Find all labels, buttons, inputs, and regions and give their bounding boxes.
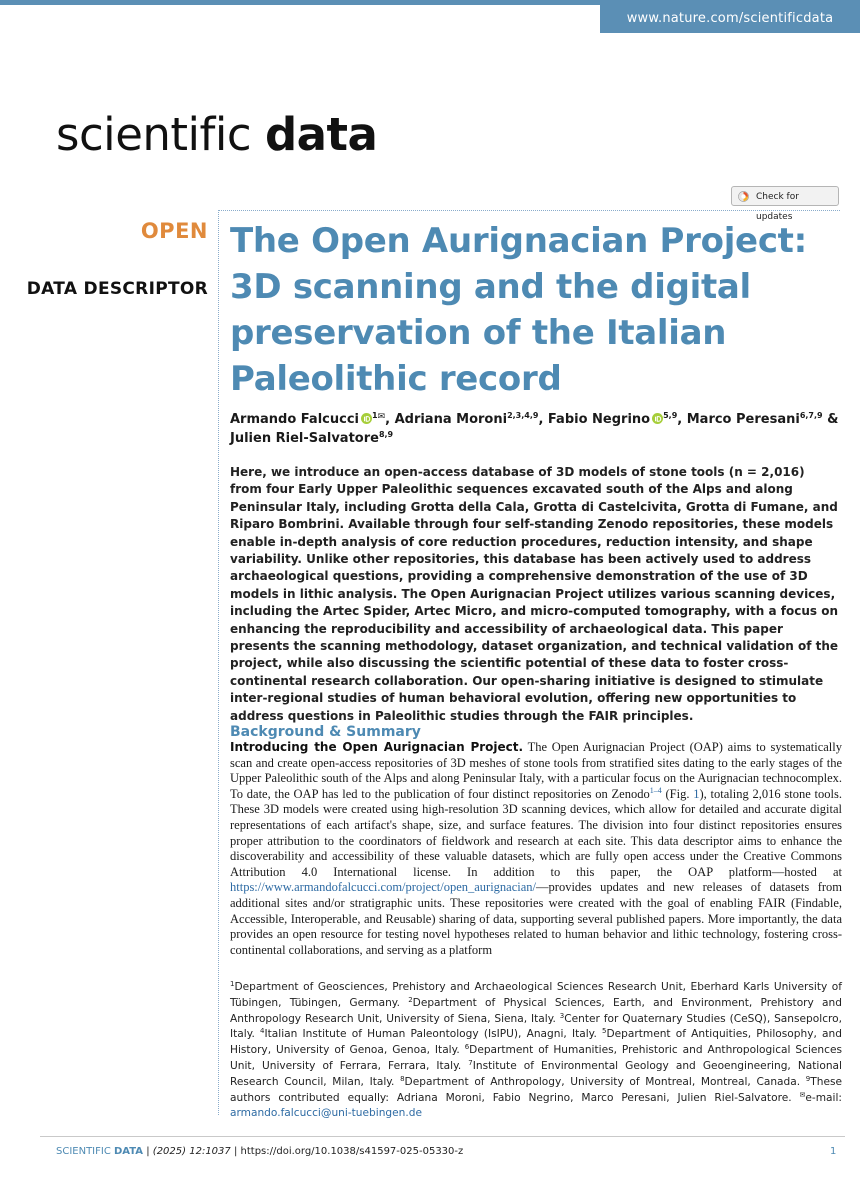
body-text: (Fig. (661, 786, 694, 801)
author-separator: & (822, 412, 839, 427)
orcid-icon[interactable] (652, 413, 663, 424)
project-url-link[interactable]: https://www.armandofalcucci.com/project/open_aurignacian/ (230, 880, 537, 895)
header-divider (218, 210, 840, 211)
email-link[interactable]: armando.falcucci@uni-tuebingen.de (230, 1107, 422, 1120)
affiliation-number: 7 (468, 1058, 473, 1067)
author-name[interactable]: Adriana Moroni (394, 412, 508, 427)
body-text: —provides updates and new releases of datasets from additional sites and/or stratigraphic units. These repositories were created with the goal of enabling FAIR (Findable, Accessible, Interoperable, and Reusable) sharing of data, supporting several published papers. More importantly, the data provides an open resource for testing novel hypotheses related to human behavior and lithic technology, fostering cross-continental collaborations, and serving as a platform (230, 880, 842, 957)
journal-logo-bold: data (264, 108, 378, 161)
page-number: 1 (830, 1146, 837, 1157)
affiliation-number: 1 (230, 980, 235, 988)
affiliation-number: 5 (602, 1027, 607, 1036)
affiliation-number: 8 (400, 1074, 405, 1083)
affiliation-number: 3 (559, 1011, 565, 1020)
envelope-icon: ✉ (799, 1090, 806, 1099)
author-affiliation-marker: 5,9 (663, 411, 678, 420)
margin-rule (218, 210, 219, 1115)
author-list (230, 408, 850, 448)
affiliation-number: 6 (464, 1043, 470, 1052)
article-title: The Open Aurignacian Project: 3D scanning and the digital preservation of the Italian Paleolithic record (230, 221, 807, 399)
author-affiliation-marker: 6,7,9 (799, 411, 823, 420)
affiliation-text: Department of Geosciences, Prehistory and Archaeological Sciences Research Unit, Eberhard Karls University of Tübingen, Tübingen, Germany. (230, 981, 842, 1009)
email-label: e-mail: (805, 1091, 842, 1104)
check-updates-icon (738, 191, 749, 202)
author-affiliation-marker: 2,3,4,9 (507, 411, 539, 420)
author-name[interactable]: Fabio Negrino (547, 412, 651, 427)
affiliation-text: Department of Humanities, Prehistoric and Anthropological Sciences Unit, University of Ferrara, Ferrara, Italy. (230, 1044, 842, 1072)
footer-journal-bold: DATA (114, 1146, 144, 1157)
journal-logo (56, 108, 377, 162)
author-affiliation-marker: 8,9 (378, 430, 394, 439)
abstract: Here, we introduce an open-access database of 3D models of stone tools (n = 2,016) from four Early Upper Paleolithic sequences excavated south of the Alps and along Peninsular Italy, including Grotta della Cala, Grotta di Castelcivita, Grotta di Fumane, and Riparo Bombrini. Available through four self-standing Zenodo repositories, these models enable in-depth analysis of core reduction procedures, reduction intensity, and shape variability. Unlike other repositories, this database has been actively used to address archaeological questions, providing a comprehensive demonstration of the use of 3D models in lithic analysis. The Open Aurignacian Project utilizes various scanning devices, including the Artec Spider, Artec Micro, and micro-computed tomography, with a focus on enhancing the reproducibility and accessibility of archaeological data. This paper presents the scanning methodology, dataset organization, and technical validation of the project, while also discussing the scientific potential of these data to foster cross-continental research collaboration. Our open-sharing initiative is designed to stimulate inter-regional studies of human behavioral evolution, offering new opportunities to address questions in Paleolithic studies through the FAIR principles. (230, 465, 839, 723)
orcid-icon[interactable] (361, 413, 372, 424)
author-name[interactable]: Armando Falcucci (230, 412, 359, 427)
author-affiliation-marker: 1 (371, 411, 378, 420)
affiliation-text: Department of Antiquities, Philosophy, and History, University of Genoa, Genoa, Italy. (230, 1028, 842, 1057)
reference-citation[interactable]: 1–4 (649, 785, 662, 795)
article-type-label: DATA DESCRIPTOR (26, 279, 208, 299)
envelope-icon[interactable]: ✉ (377, 412, 386, 422)
affiliation-text: Italian Institute of Human Paleontology (IsIPU), Anagni, Italy. (264, 1028, 602, 1041)
body-text: The Open Aurignacian Project (OAP) aims to systematically scan and create open-access repositories of 3D meshes of stone tools from stratified sites dating to the early stages of the Upper Paleolithic south of the Alps and along Peninsular Italy, with a particular focus on the Aurignacian technocomplex. To date, the OAP has led to the publication of four distinct repositories on Zenodo (230, 740, 843, 801)
affiliation-text: Center for Quaternary Studies (CeSQ), Sansepolcro, Italy. (230, 1012, 842, 1041)
author-name[interactable]: Julien Riel-Salvatore (230, 431, 379, 446)
check-for-updates-button[interactable] (731, 186, 839, 222)
affiliation-number: 2 (408, 995, 413, 1004)
footer-volume: (2025) 12:1037 (152, 1146, 231, 1157)
figure-reference-link[interactable]: 1 (693, 786, 700, 801)
affiliation-text: These authors contributed equally: Adriana Moroni, Fabio Negrino, Marco Peresani, Julien Riel-Salvatore. (230, 1075, 843, 1104)
section-heading: Background & Summary (230, 724, 421, 740)
affiliation-number: 9 (805, 1074, 811, 1083)
author-separator: , (538, 412, 548, 427)
affiliation-text: Department of Physical Sciences, Earth, and Environment, Prehistory and Anthropology Research Unit, University of Siena, Siena, Italy. (230, 996, 842, 1025)
author-separator: , (385, 412, 395, 427)
footer-doi[interactable]: | https://doi.org/10.1038/s41597-025-05330-z (230, 1146, 464, 1157)
footer-separator: | (143, 1146, 153, 1157)
body-paragraph (230, 740, 842, 958)
affiliation-text: Institute of Environmental Geology and Geoengineering, National Research Council, Milan, Italy. (230, 1059, 842, 1088)
journal-url[interactable]: www.nature.com/scientificdata (600, 5, 860, 33)
footer-rule (40, 1136, 845, 1137)
paragraph-runin-heading: Introducing the Open Aurignacian Project. (230, 740, 524, 754)
check-updates-label: Check for updates (756, 192, 799, 222)
author-separator: , (677, 412, 687, 427)
open-access-label: OPEN (140, 219, 208, 243)
affiliation-number: 4 (260, 1027, 265, 1036)
affiliation-text: Department of Anthropology, University of Montreal, Montreal, Canada. (404, 1075, 806, 1088)
body-text: ), totaling 2,016 stone tools. These 3D models were created using high-resolution 3D scanning devices, which allow for detailed and accurate digital representations of each artifact's shape, size, and surface features. The division into four distinct repositories ensures proper attribution to the coordinators of fieldwork and research at each site. This data descriptor aims to enhance the discoverability and accessibility of these valuable datasets, which are fully open access under the Creative Commons Attribution 4.0 International license. In addition to this paper, the OAP platform—hosted at (230, 786, 842, 879)
footer-journal-light: SCIENTIFIC (56, 1146, 114, 1157)
author-name[interactable]: Marco Peresani (686, 412, 800, 427)
journal-logo-light: scientific (56, 108, 252, 161)
footer-citation (56, 1146, 463, 1157)
affiliations (230, 980, 842, 1122)
